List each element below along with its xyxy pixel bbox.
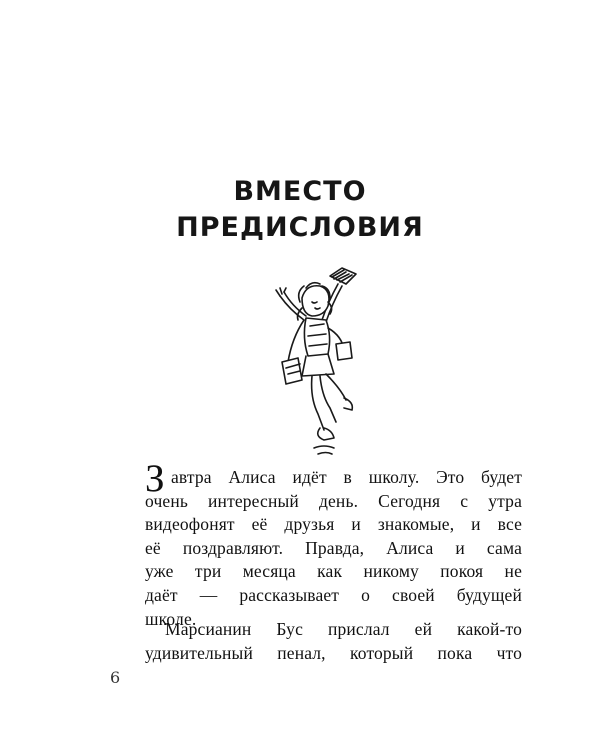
chapter-title-line-2: ПРЕДИСЛОВИЯ — [176, 212, 424, 243]
paragraph-line: её поздравляют. Правда, Алиса и сама — [145, 537, 522, 558]
paragraph-line: очень интересный день. Сегодня с утра — [145, 490, 522, 511]
paragraph-line: удивительный пенал, который пока что — [145, 642, 522, 663]
page-number: 6 — [110, 668, 121, 687]
drop-cap: З — [145, 457, 165, 500]
chapter-title-line-1: ВМЕСТО — [233, 176, 367, 207]
paragraph-line: школе. — [145, 608, 197, 629]
paragraph-line: уже три месяца как никому покоя не — [145, 561, 522, 582]
paragraph-line: даёт — рассказывает о своей будущей — [145, 584, 522, 605]
paragraph-line: видеофонят её друзья и знакомые, и все — [145, 514, 522, 535]
girl-jumping-with-book-icon — [262, 258, 382, 458]
paragraph-2 — [145, 618, 522, 665]
paragraph-1 — [145, 466, 522, 631]
paragraph-line: Марсианин Бус прислал ей какой-то — [165, 619, 522, 639]
paragraph-line: автра Алиса идёт в школу. Это будет — [171, 467, 522, 487]
